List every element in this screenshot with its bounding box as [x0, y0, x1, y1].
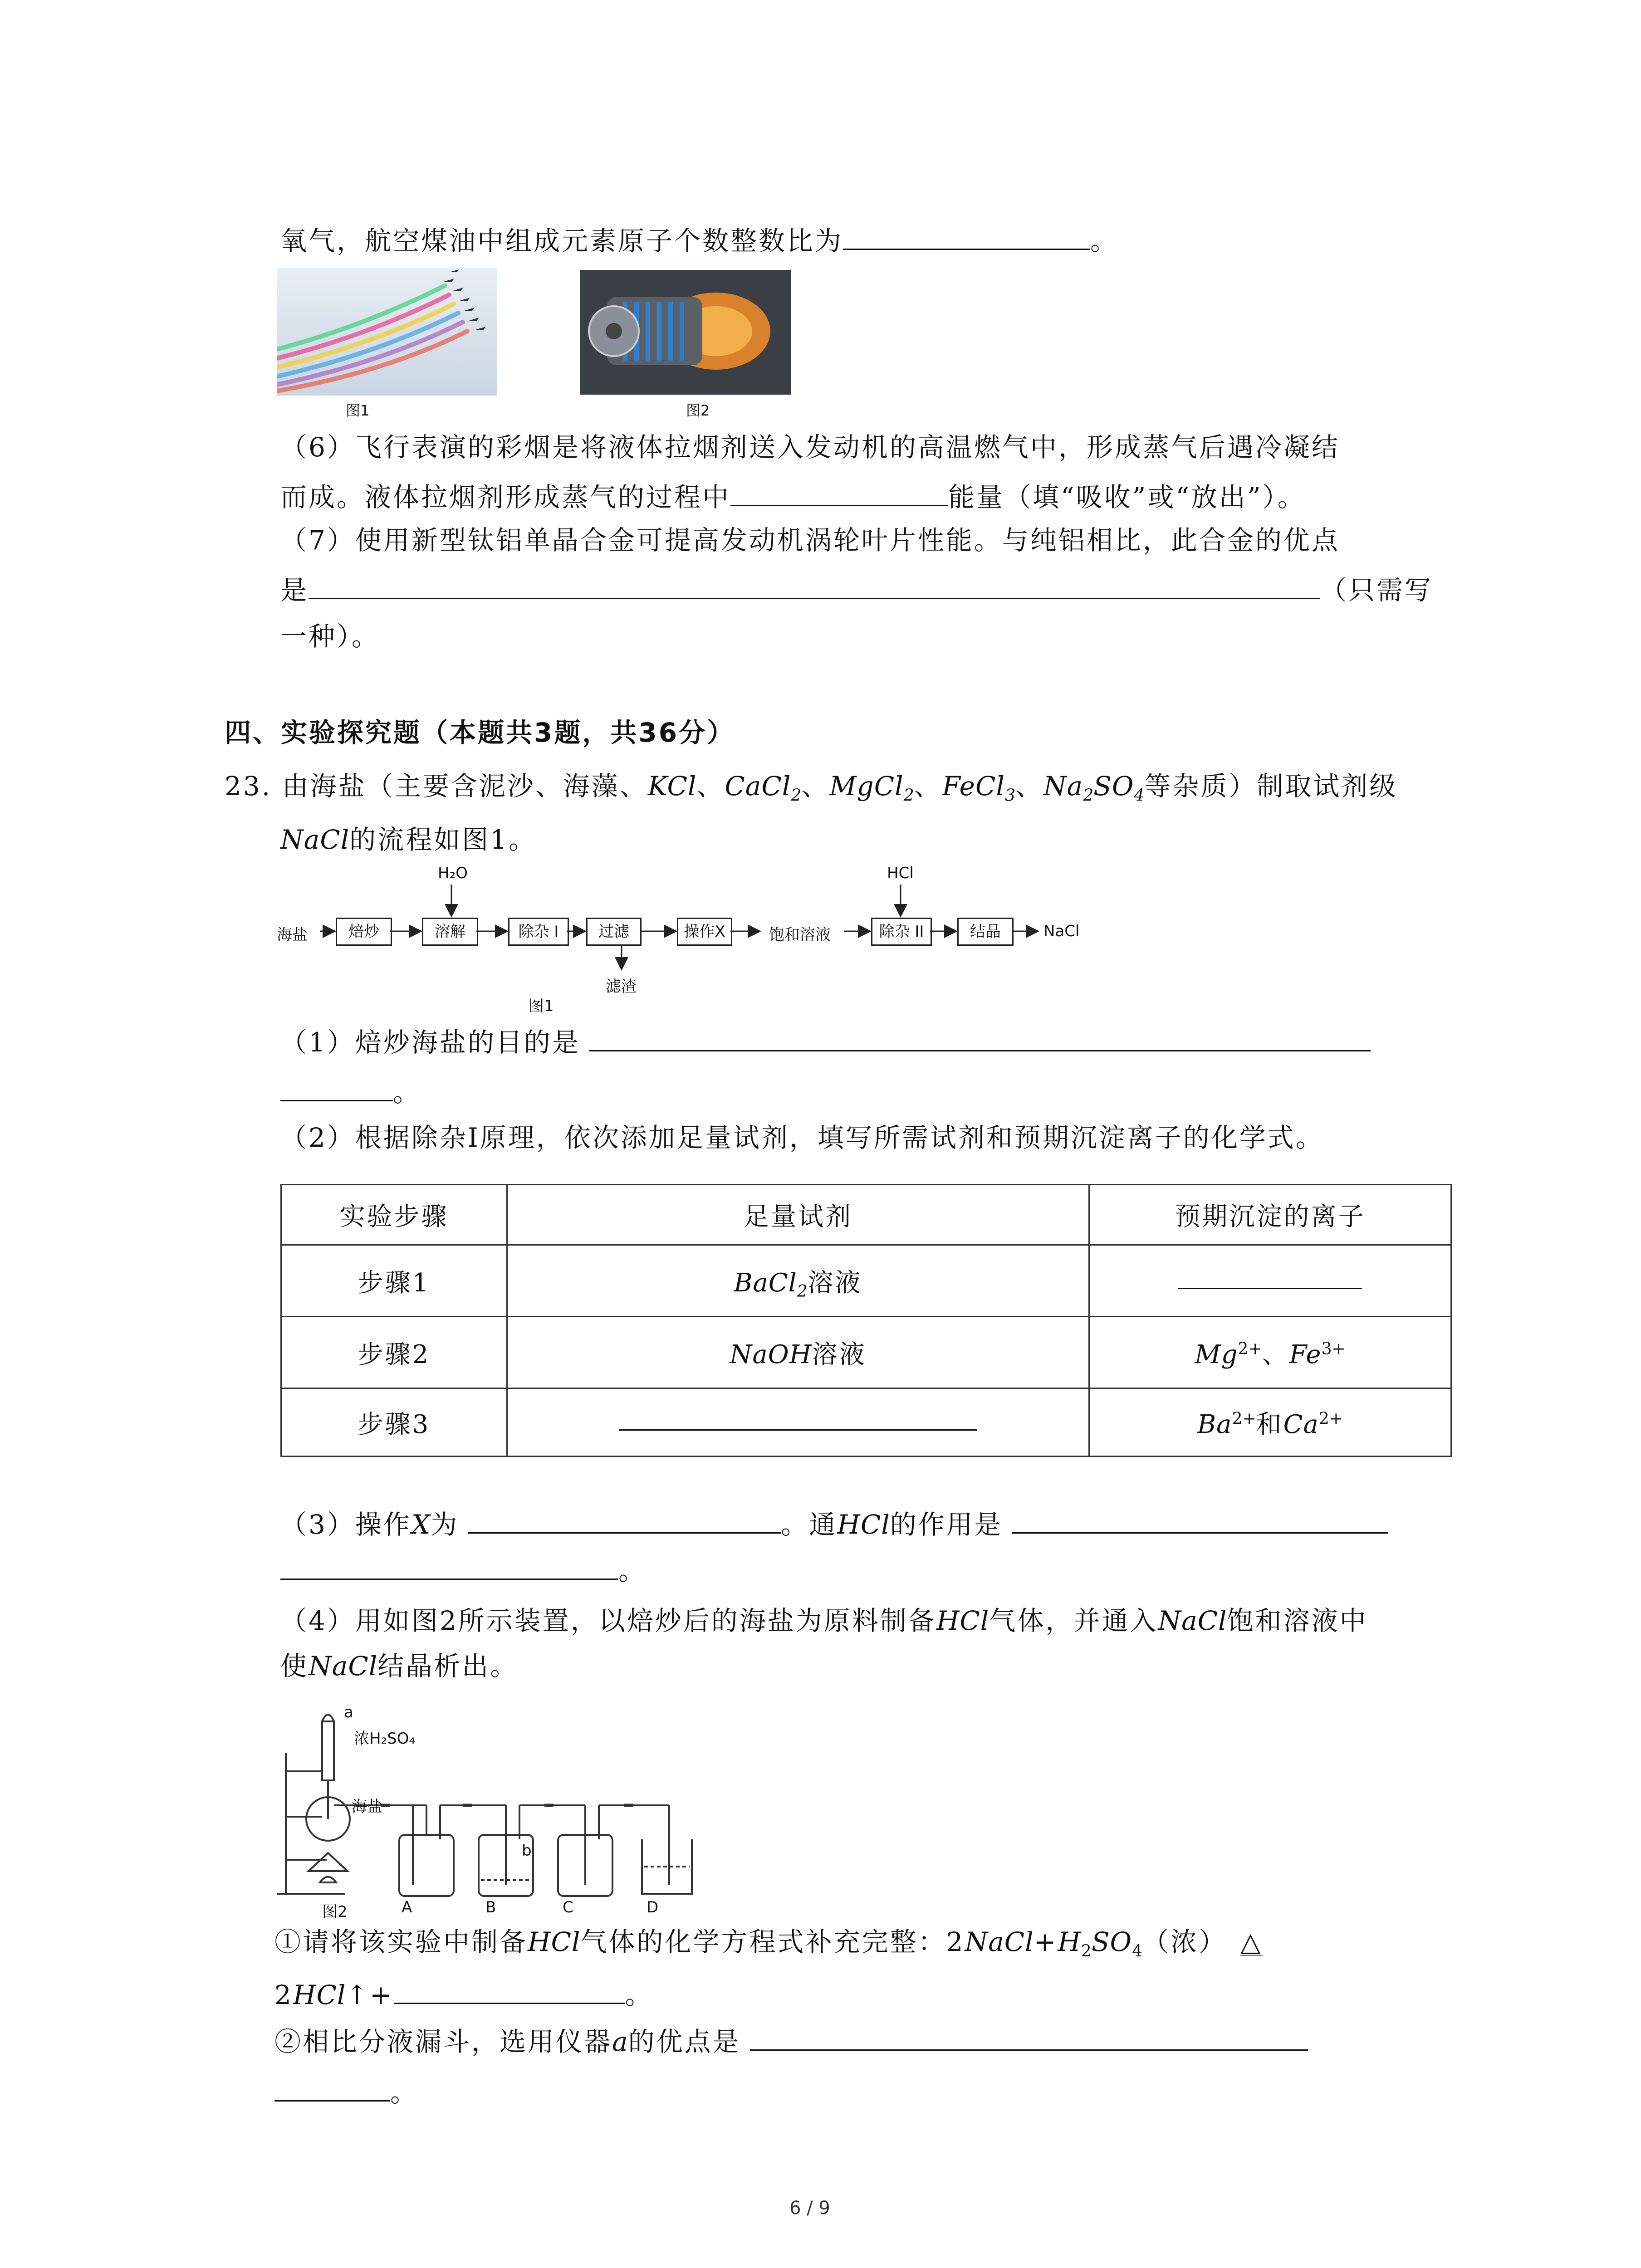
- question-number: 23.: [225, 771, 272, 802]
- formula-h2so4: H: [1058, 1926, 1081, 1957]
- table-header-cell: 足量试剂: [507, 1185, 1089, 1245]
- separator: 、: [1262, 1339, 1289, 1369]
- label-a: a: [344, 1703, 353, 1721]
- formula-text: FeCl: [942, 771, 1005, 802]
- table-cell-ion: [1089, 1245, 1451, 1317]
- flow-water-label: H₂O: [438, 864, 468, 882]
- subscript: 4: [1132, 1942, 1143, 1961]
- reagent-table: [280, 1184, 1452, 1457]
- sub1-text: （浓）: [1142, 1926, 1227, 1957]
- plus: +: [1034, 1926, 1058, 1957]
- figure-1-caption: 图1: [346, 402, 370, 419]
- figure-1-airshow-image: [277, 268, 497, 396]
- flow-box-operation-x: 操作X: [677, 918, 732, 946]
- flow-filter-residue: 滤渣: [606, 978, 637, 996]
- q23-part-1: [280, 1023, 1371, 1062]
- separator: 、: [801, 771, 830, 802]
- label-bottle-c: C: [563, 1898, 573, 1916]
- q7-line-2: [280, 571, 1433, 610]
- answer-blank[interactable]: [280, 1552, 618, 1580]
- formula-text: CaCl: [725, 771, 791, 802]
- part4-text: 结晶析出。: [377, 1651, 519, 1681]
- table-cell-step: 步骤2: [281, 1317, 507, 1388]
- q7-text-end: （只需写: [1320, 575, 1433, 606]
- part3-text: 。通: [781, 1509, 838, 1540]
- process-flow-diagram: [277, 864, 1116, 1015]
- answer-blank[interactable]: [468, 1506, 781, 1534]
- q23-intro-c: 的流程如图1。: [349, 824, 537, 855]
- ion-mg: Mg: [1195, 1339, 1238, 1369]
- answer-blank[interactable]: [309, 572, 1320, 599]
- table-cell-ion: [1089, 1388, 1451, 1457]
- formula-hcl: HCl: [936, 1605, 989, 1636]
- superscript: 2+: [1318, 1409, 1343, 1428]
- q23-sub-2-cont: [274, 2073, 418, 2112]
- part4-text: （4）用如图2所示装置，以焙炒后的海盐为原料制备: [280, 1605, 936, 1636]
- separator: 和: [1256, 1409, 1283, 1439]
- formula-mgcl2: [829, 771, 914, 805]
- q23-part-3-cont: [280, 1551, 647, 1590]
- sub1-text: ↑+: [346, 1980, 394, 2010]
- superscript: 3+: [1321, 1339, 1346, 1358]
- table-cell-reagent: [507, 1388, 1089, 1457]
- reagent-solution: 溶液: [812, 1339, 867, 1369]
- sub1-end: 。: [625, 1980, 653, 2010]
- airshow-photo: [277, 268, 497, 396]
- answer-blank[interactable]: [619, 1411, 977, 1431]
- answer-blank[interactable]: [730, 479, 948, 506]
- q23-part-4: [280, 1601, 1368, 1640]
- answer-blank[interactable]: [1012, 1506, 1388, 1534]
- apparatus-drawing: [277, 1703, 721, 1916]
- formula-fecl3: [942, 771, 1015, 805]
- table-header-row: [281, 1185, 1451, 1245]
- subscript: 4: [1134, 786, 1145, 805]
- q23-part-4-line-2: [280, 1647, 518, 1686]
- sub1-text: 气体的化学方程式补充完整：2: [580, 1926, 965, 1957]
- subscript: 2: [1083, 786, 1094, 805]
- flow-box-crystallize: 结晶: [957, 918, 1014, 946]
- label-sea-salt: 海盐: [352, 1798, 382, 1816]
- q23-line-1: [225, 767, 1397, 806]
- part3-text: （3）操作: [280, 1509, 411, 1540]
- figure-2-engine-image: [580, 270, 791, 395]
- label-conc-sulfuric-acid: 浓H₂SO₄: [354, 1730, 416, 1748]
- formula-nacl: NaCl: [1158, 1605, 1227, 1636]
- table-header-cell: 预期沉淀的离子: [1089, 1185, 1451, 1245]
- page-number: 6 / 9: [789, 2198, 830, 2219]
- table-cell-reagent: [507, 1245, 1089, 1317]
- label-bottle-a: A: [402, 1898, 412, 1916]
- answer-blank[interactable]: [589, 1024, 1371, 1051]
- jet-engine-illustration: [580, 270, 791, 395]
- table-row: [281, 1317, 1451, 1388]
- q6-line-1: （6）飞行表演的彩烟是将液体拉烟剂送入发动机的高温燃气中，形成蒸气后遇冷凝结: [280, 432, 1340, 463]
- flow-box-purify-2: 除杂 II: [871, 918, 932, 946]
- separator: 、: [914, 771, 942, 802]
- table-cell-reagent: [507, 1317, 1089, 1388]
- flow-hcl-label: HCl: [887, 864, 914, 882]
- q7-line-1: （7）使用新型钛铝单晶合金可提高发动机涡轮叶片性能。与纯铝相比，此合金的优点: [280, 525, 1340, 556]
- part1-end: 。: [393, 1077, 421, 1108]
- formula-nacl: NaCl: [309, 1651, 378, 1681]
- formula-hcl: HCl: [293, 1980, 346, 2010]
- label-beaker-d: D: [647, 1898, 659, 1916]
- q23-sub-1: [274, 1922, 1263, 1961]
- q23-part-1-cont: [280, 1073, 421, 1112]
- part4-text: 使: [280, 1651, 309, 1681]
- subscript: 3: [1004, 786, 1015, 805]
- formula-naoh: NaOH: [730, 1339, 812, 1369]
- sub2-text: ②相比分液漏斗，选用仪器: [274, 2026, 612, 2057]
- subscript: 2: [797, 1282, 808, 1301]
- q23-intro-b: 等杂质）制取试剂级: [1144, 771, 1398, 802]
- formula-nacl: NaCl: [280, 824, 350, 855]
- q6-text-end: 能量（填“吸收”或“放出”）。: [948, 482, 1306, 513]
- apparatus-diagram: [277, 1703, 721, 1921]
- table-header-cell: 实验步骤: [281, 1185, 507, 1245]
- sub2-text: 的优点是: [628, 2026, 741, 2057]
- instrument-a: a: [612, 2026, 628, 2057]
- part3-text: 为: [431, 1509, 459, 1540]
- answer-blank[interactable]: [1178, 1270, 1362, 1289]
- sub2-end: 。: [390, 2077, 419, 2108]
- superscript: 2+: [1232, 1409, 1256, 1428]
- formula-bacl2: BaCl: [734, 1268, 797, 1298]
- ion-fe: Fe: [1289, 1339, 1322, 1369]
- formula-hcl: HCl: [837, 1509, 890, 1540]
- q23-sub-2: [274, 2022, 1308, 2061]
- q23-line-2: [280, 820, 537, 859]
- subscript: 2: [791, 786, 802, 805]
- formula-text: Na: [1043, 771, 1083, 802]
- flow-end-nacl: NaCl: [1043, 922, 1080, 940]
- part3-end: 。: [618, 1555, 647, 1586]
- q23-part-3: [280, 1505, 1388, 1544]
- formula-cacl2: [725, 771, 802, 805]
- ion-ba: Ba: [1197, 1409, 1232, 1439]
- table-cell-step: 步骤3: [281, 1388, 507, 1457]
- part1-text: （1）焙炒海盐的目的是: [280, 1027, 580, 1058]
- figure-2-caption: 图2: [686, 402, 710, 419]
- q7-line-3: 一种）。: [280, 621, 380, 652]
- answer-blank[interactable]: [394, 1976, 625, 2004]
- q23-part-2: （2）根据除杂Ⅰ原理，依次添加足量试剂，填写所需试剂和预期沉淀离子的化学式。: [280, 1122, 1324, 1153]
- q6-line-2: [280, 478, 1306, 517]
- label-bottle-b: B: [485, 1898, 496, 1916]
- heating-symbol: △: [1240, 1926, 1263, 1957]
- separator: 、: [1015, 771, 1043, 802]
- answer-blank[interactable]: [274, 2074, 390, 2102]
- q23-sub-1-line-2: [274, 1975, 653, 2014]
- q7-text: 是: [280, 575, 309, 606]
- q23-intro: 由海盐（主要含泥沙、海藻、: [282, 771, 648, 802]
- answer-blank[interactable]: [750, 2023, 1308, 2051]
- apparatus-caption: 图2: [322, 1903, 348, 1921]
- table-row: [281, 1388, 1451, 1457]
- superscript: 2+: [1238, 1339, 1262, 1358]
- flow-start-sea-salt: 海盐: [277, 926, 308, 944]
- table-cell-step: 步骤1: [281, 1245, 507, 1317]
- flow-box-purify-1: 除杂 I: [508, 918, 569, 946]
- flow-box-roast: 焙炒: [336, 918, 392, 946]
- flow-saturated-solution: 饱和溶液: [769, 926, 831, 944]
- subscript: 2: [1081, 1942, 1092, 1961]
- formula-hcl: HCl: [528, 1926, 581, 1957]
- part3-text: 的作用是: [890, 1509, 1003, 1540]
- answer-blank[interactable]: [843, 222, 1090, 250]
- q22-end: 。: [1090, 225, 1119, 256]
- reagent-solution: 溶液: [808, 1268, 862, 1298]
- table-cell-ion: [1089, 1317, 1451, 1388]
- q22-line-1: [280, 221, 1118, 260]
- q6-text: 而成。液体拉烟剂形成蒸气的过程中: [280, 482, 731, 513]
- ion-ca: Ca: [1283, 1409, 1319, 1439]
- flow-box-filter: 过滤: [586, 918, 642, 946]
- sub1-text: 2: [274, 1980, 293, 2010]
- formula-na2so4: [1043, 771, 1145, 805]
- part4-text: 气体，并通入: [989, 1605, 1158, 1636]
- answer-blank[interactable]: [280, 1074, 393, 1101]
- formula-text: SO: [1093, 771, 1134, 802]
- formula-h2so4: SO: [1091, 1926, 1132, 1957]
- label-b: b: [522, 1842, 532, 1860]
- variable-x: X: [411, 1509, 431, 1540]
- part4-text: 饱和溶液中: [1227, 1605, 1368, 1636]
- separator: 、: [696, 771, 725, 802]
- sub1-text: ①请将该实验中制备: [274, 1926, 528, 1957]
- formula-nacl: NaCl: [965, 1926, 1034, 1957]
- q22-text: 氧气，航空煤油中组成元素原子个数整数比为: [280, 225, 843, 256]
- formula-kcl: KCl: [647, 771, 697, 802]
- section-heading: 四、实验探究题（本题共3题，共36分）: [225, 717, 735, 748]
- table-row: [281, 1245, 1451, 1317]
- subscript: 2: [903, 786, 914, 805]
- flow-box-dissolve: 溶解: [422, 918, 478, 946]
- formula-text: MgCl: [829, 771, 904, 802]
- flow-caption: 图1: [529, 997, 554, 1015]
